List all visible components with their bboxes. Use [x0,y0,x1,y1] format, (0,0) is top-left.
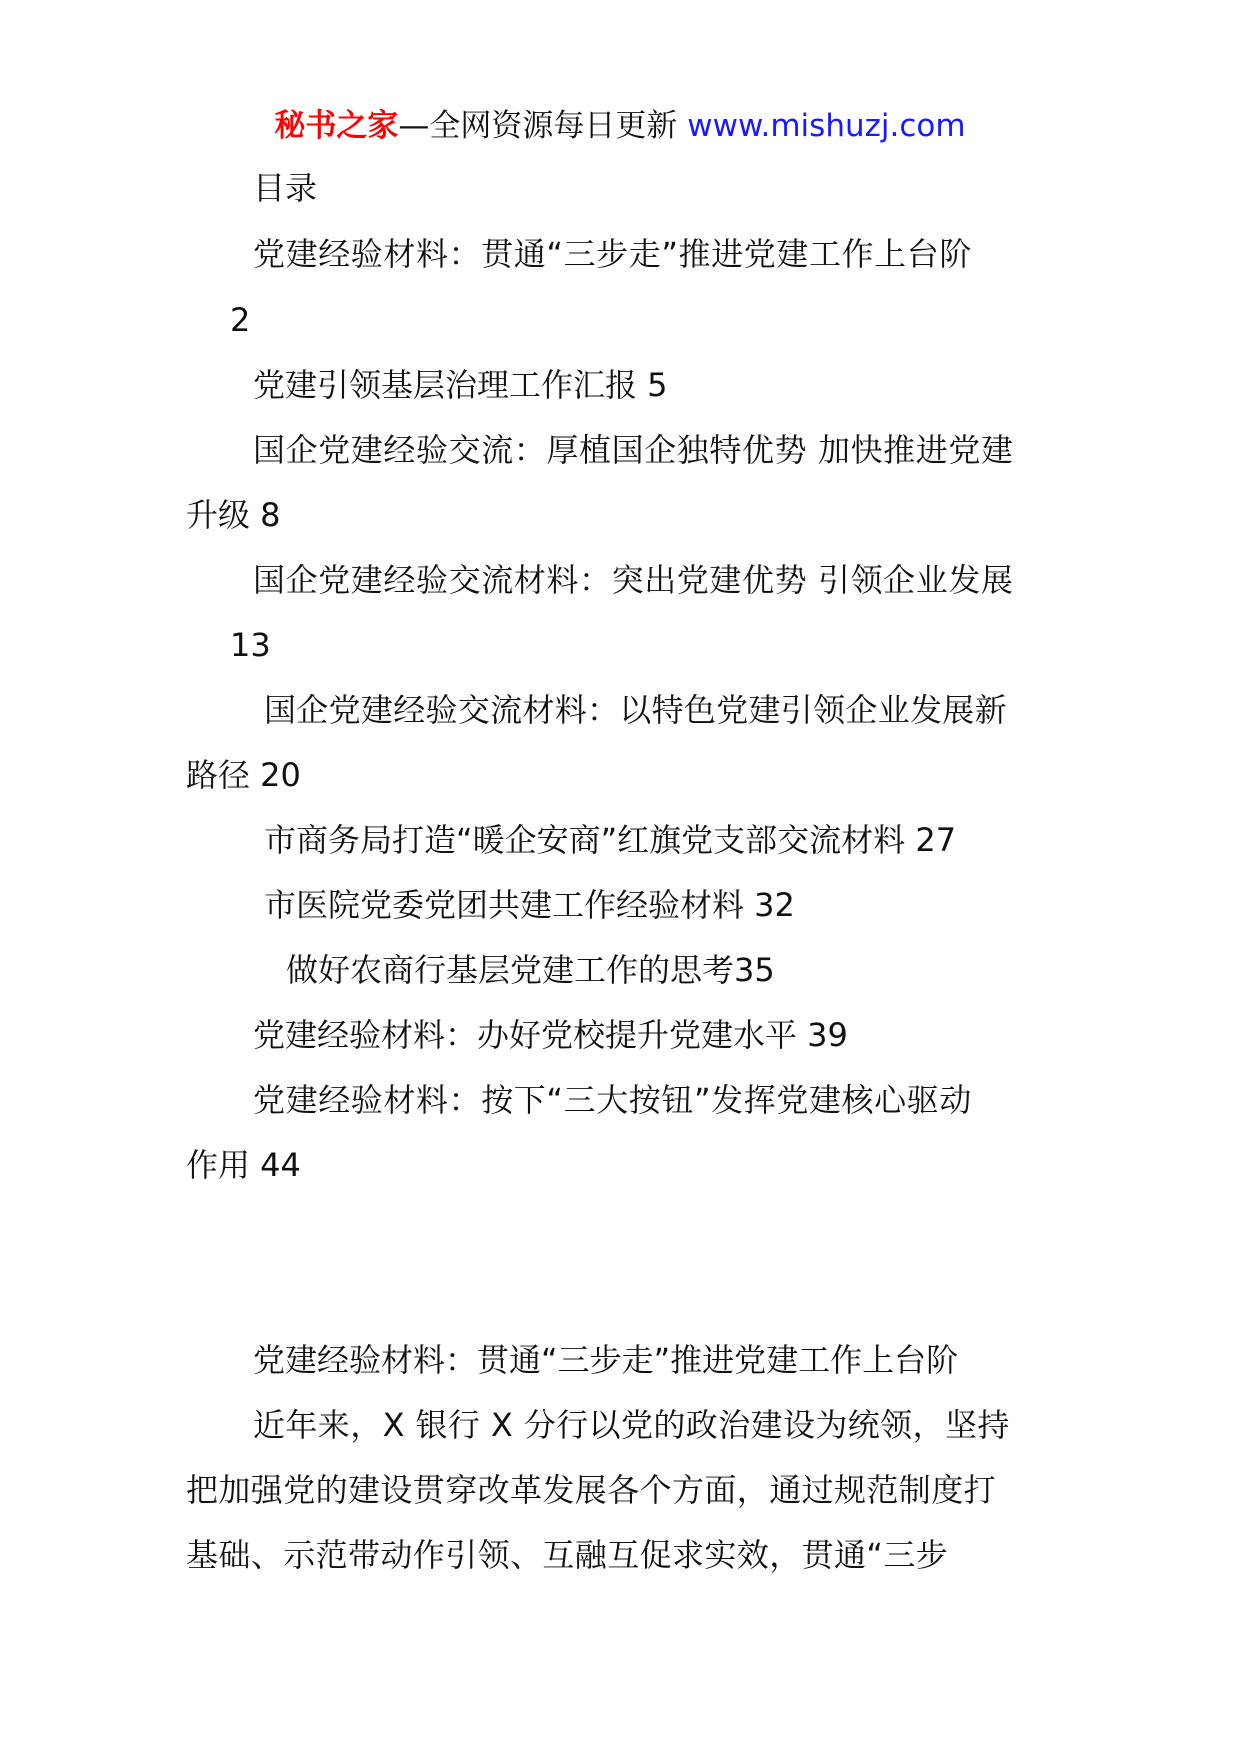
toc-entry-8: 做好农商行基层党建工作的思考35 [286,951,775,989]
article-paragraph-line-1: 近年来，X 银行 X 分行以党的政治建设为统领，坚持 [253,1406,1010,1444]
toc-entry-2: 党建引领基层治理工作汇报 5 [253,366,668,404]
header-site-link[interactable]: www.mishuzj.com [687,108,966,144]
page-header [0,100,1240,145]
article-paragraph-line-3: 基础、示范带动作引领、互融互促求实效，贯通“三步 [186,1536,949,1574]
toc-title: 目录 [253,169,318,207]
toc-entry-10-cont: 作用 44 [186,1146,301,1184]
toc-entry-1: 党建经验材料：贯通“三步走”推进党建工作上台阶 [253,235,972,273]
toc-entry-7: 市医院党委党团共建工作经验材料 32 [264,886,795,924]
article-paragraph-line-2: 把加强党的建设贯穿改革发展各个方面，通过规范制度打 [186,1471,997,1509]
toc-entry-5-cont: 路径 20 [186,756,301,794]
article-title: 党建经验材料：贯通“三步走”推进党建工作上台阶 [253,1341,959,1379]
header-brand: 秘书之家 [274,108,399,144]
toc-entry-10: 党建经验材料：按下“三大按钮”发挥党建核心驱动 [253,1081,972,1119]
toc-entry-5: 国企党建经验交流材料：以特色党建引领企业发展新 [264,691,1007,729]
toc-entry-3-cont: 升级 8 [186,496,281,534]
toc-entry-4: 国企党建经验交流材料：突出党建优势 引领企业发展 [253,561,1014,599]
header-tagline: —全网资源每日更新 [398,108,688,144]
toc-entry-1-page: 2 [230,301,251,339]
toc-entry-9: 党建经验材料：办好党校提升党建水平 39 [253,1016,848,1054]
toc-entry-3: 国企党建经验交流：厚植国企独特优势 加快推进党建 [253,431,1014,469]
toc-entry-6: 市商务局打造“暖企安商”红旗党支部交流材料 27 [264,821,957,859]
toc-entry-4-page: 13 [230,626,271,664]
